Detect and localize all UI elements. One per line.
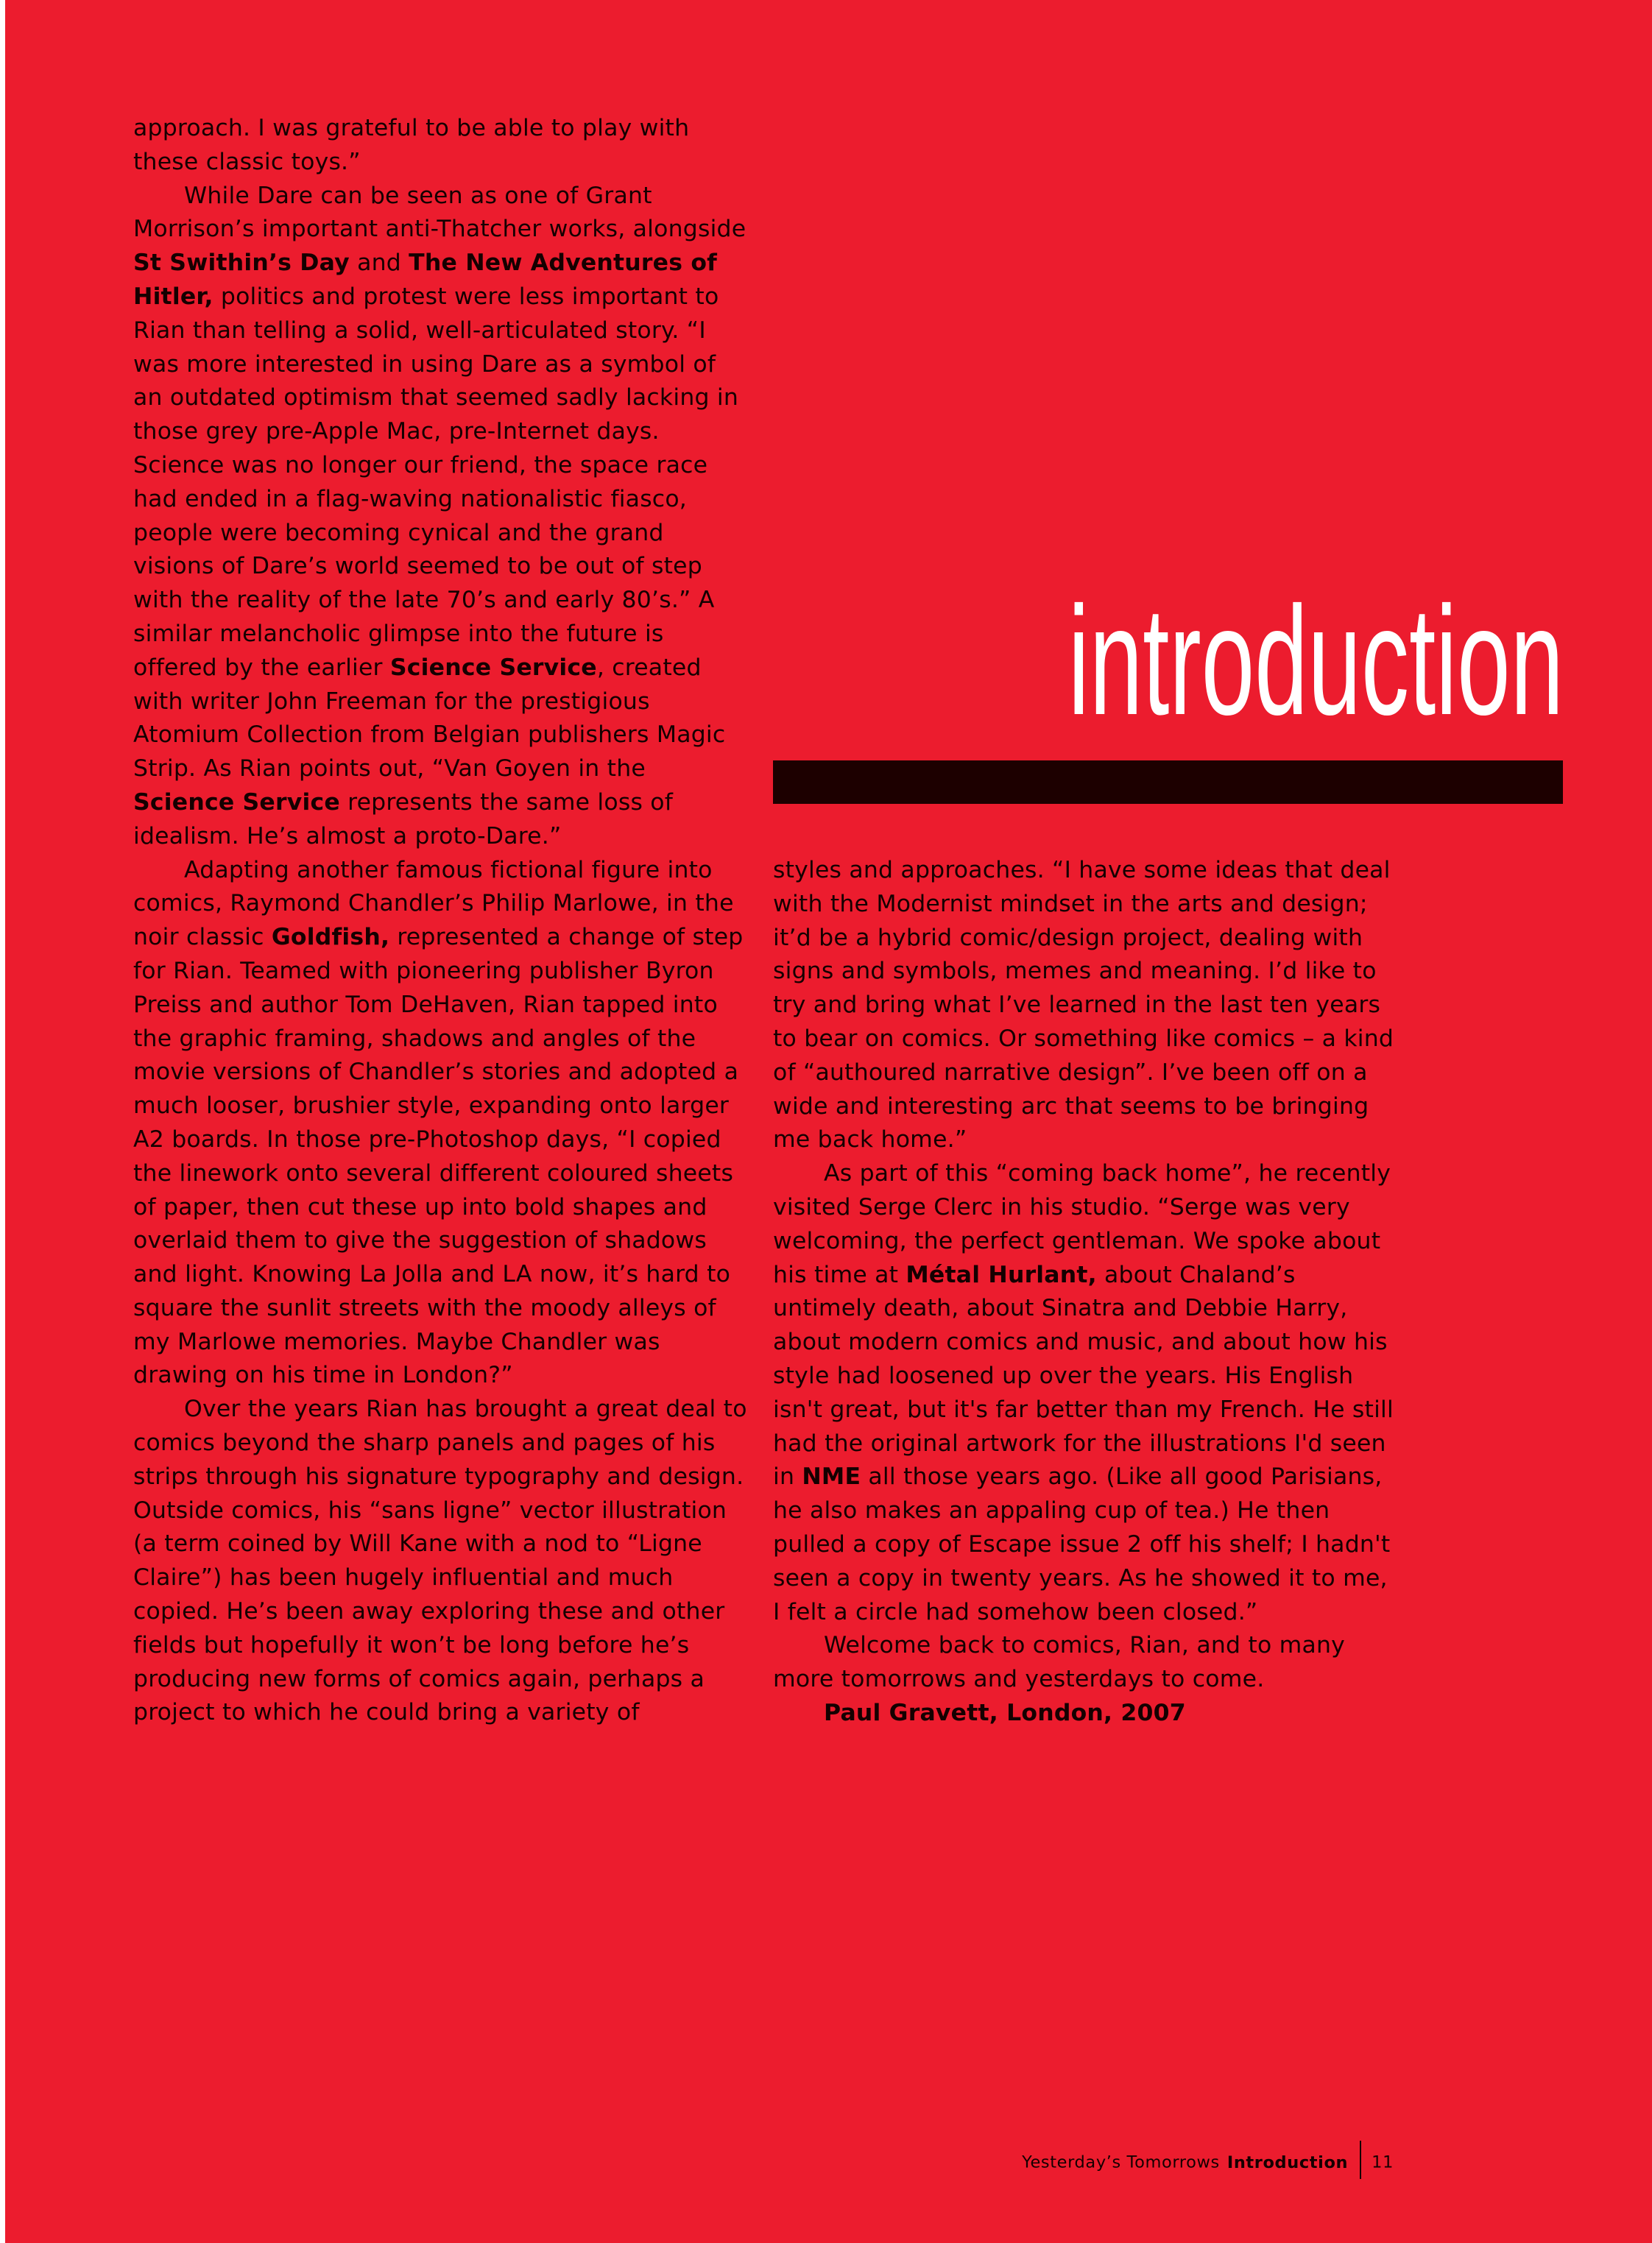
section-title: introduction [1067, 574, 1564, 747]
title-underline-bar [773, 760, 1563, 804]
page [5, 0, 1652, 2243]
page-number: 11 [1372, 2152, 1394, 2172]
paragraph: Welcome back to comics, Rian, and to many more tomorrows and yesterdays to come. [773, 1632, 1346, 1693]
paragraph: approach. I was grateful to be able to play with these classic toys.” [133, 115, 690, 175]
paragraph: styles and approaches. “I have some ideas that deal with the Modernist mindset in the arts and design; it’d be a hybrid comic/design project, dealing with signs and symbols, memes and meaning. I’d like to try and bring what I’ve learned in the last ten years to bear on comics. Or something like comics – a kind of “authoured narrative design”. I’ve been off on a wide and interesting arc that seems to be bringing me back home.” [773, 857, 1394, 1154]
footer-section-name: Introduction [1226, 2152, 1349, 2172]
paragraph: While Dare can be seen as one of Grant Morrison’s important anti-Thatcher works, alongside St Swithin’s Day and The New Adventures of Hitler, politics and protest were less important to Rian than telling a solid, well-articulated story. “I was more interested in using Dare as a symbol of an outdated optimism that seemed sadly lacking in those grey pre-Apple Mac, pre-Internet days. Science was no longer our friend, the space race had ended in a flag-waving nationalistic fiasco, people were becoming cynical and the grand visions of Dare’s world seemed to be out of step with the reality of the late 70’s and early 80’s.” A similar melancholic glimpse into the future is offered by the earlier Science Service, created with writer John Freeman for the prestigious Atomium Collection from Belgian publishers Magic Strip. As Rian points out, “Van Goyen in the Science Service represents the same loss of idealism. He’s almost a proto-Dare.” [133, 182, 746, 849]
footer-divider [1360, 2141, 1361, 2179]
author-signature: Paul Gravett, London, 2007 [824, 1699, 1186, 1726]
running-footer [889, 2144, 1394, 2180]
left-column [133, 112, 747, 1730]
paragraph: Adapting another famous fictional figure into comics, Raymond Chandler’s Philip Marlowe, in the noir classic Goldfish, represented a change of step for Rian. Teamed with pioneering publisher Byron Preiss and author Tom DeHaven, Rian tapped into the graphic framing, shadows and angles of the movie versions of Chandler’s stories and adopted a much looser, brushier style, expanding onto larger A2 boards. In those pre-Photoshop days, “I copied the linework onto several different coloured sheets of paper, then cut these up into bold shapes and overlaid them to give the suggestion of shadows and light. Knowing La Jolla and LA now, it’s hard to square the sunlit streets with the moody alleys of my Marlowe memories. Maybe Chandler was drawing on his time in London?” [133, 856, 744, 1389]
footer-book-title: Yesterday’s Tomorrows [1022, 2152, 1220, 2172]
paragraph: Over the years Rian has brought a great deal to comics beyond the sharp panels and pages of his strips through his signature typography and design. Outside comics, his “sans ligne” vector illustration (a term coined by Will Kane with a nod to “Ligne Claire”) has been hugely influential and much copied. He’s been away exploring these and other fields but hopefully it won’t be long before he’s producing new forms of comics again, perhaps a project to which he could bring a variety of [133, 1396, 747, 1726]
paragraph: As part of this “coming back home”, he recently visited Serge Clerc in his studio. “Serge was very welcoming, the perfect gentleman. We spoke about his time at Métal Hurlant, about Chaland’s untimely death, about Sinatra and Debbie Harry, about modern comics and music, and about how his style had loosened up over the years. His English isn't great, but it's far better than my French. He still had the original artwork for the illustrations I'd seen in NME all those years ago. (Like all good Parisians, he also makes an appaling cup of tea.) He then pulled a copy of Escape issue 2 off his shelf; I hadn't seen a copy in twenty years. As he showed it to me, I felt a circle had somehow been closed.” [773, 1160, 1394, 1625]
right-column [773, 854, 1399, 1731]
